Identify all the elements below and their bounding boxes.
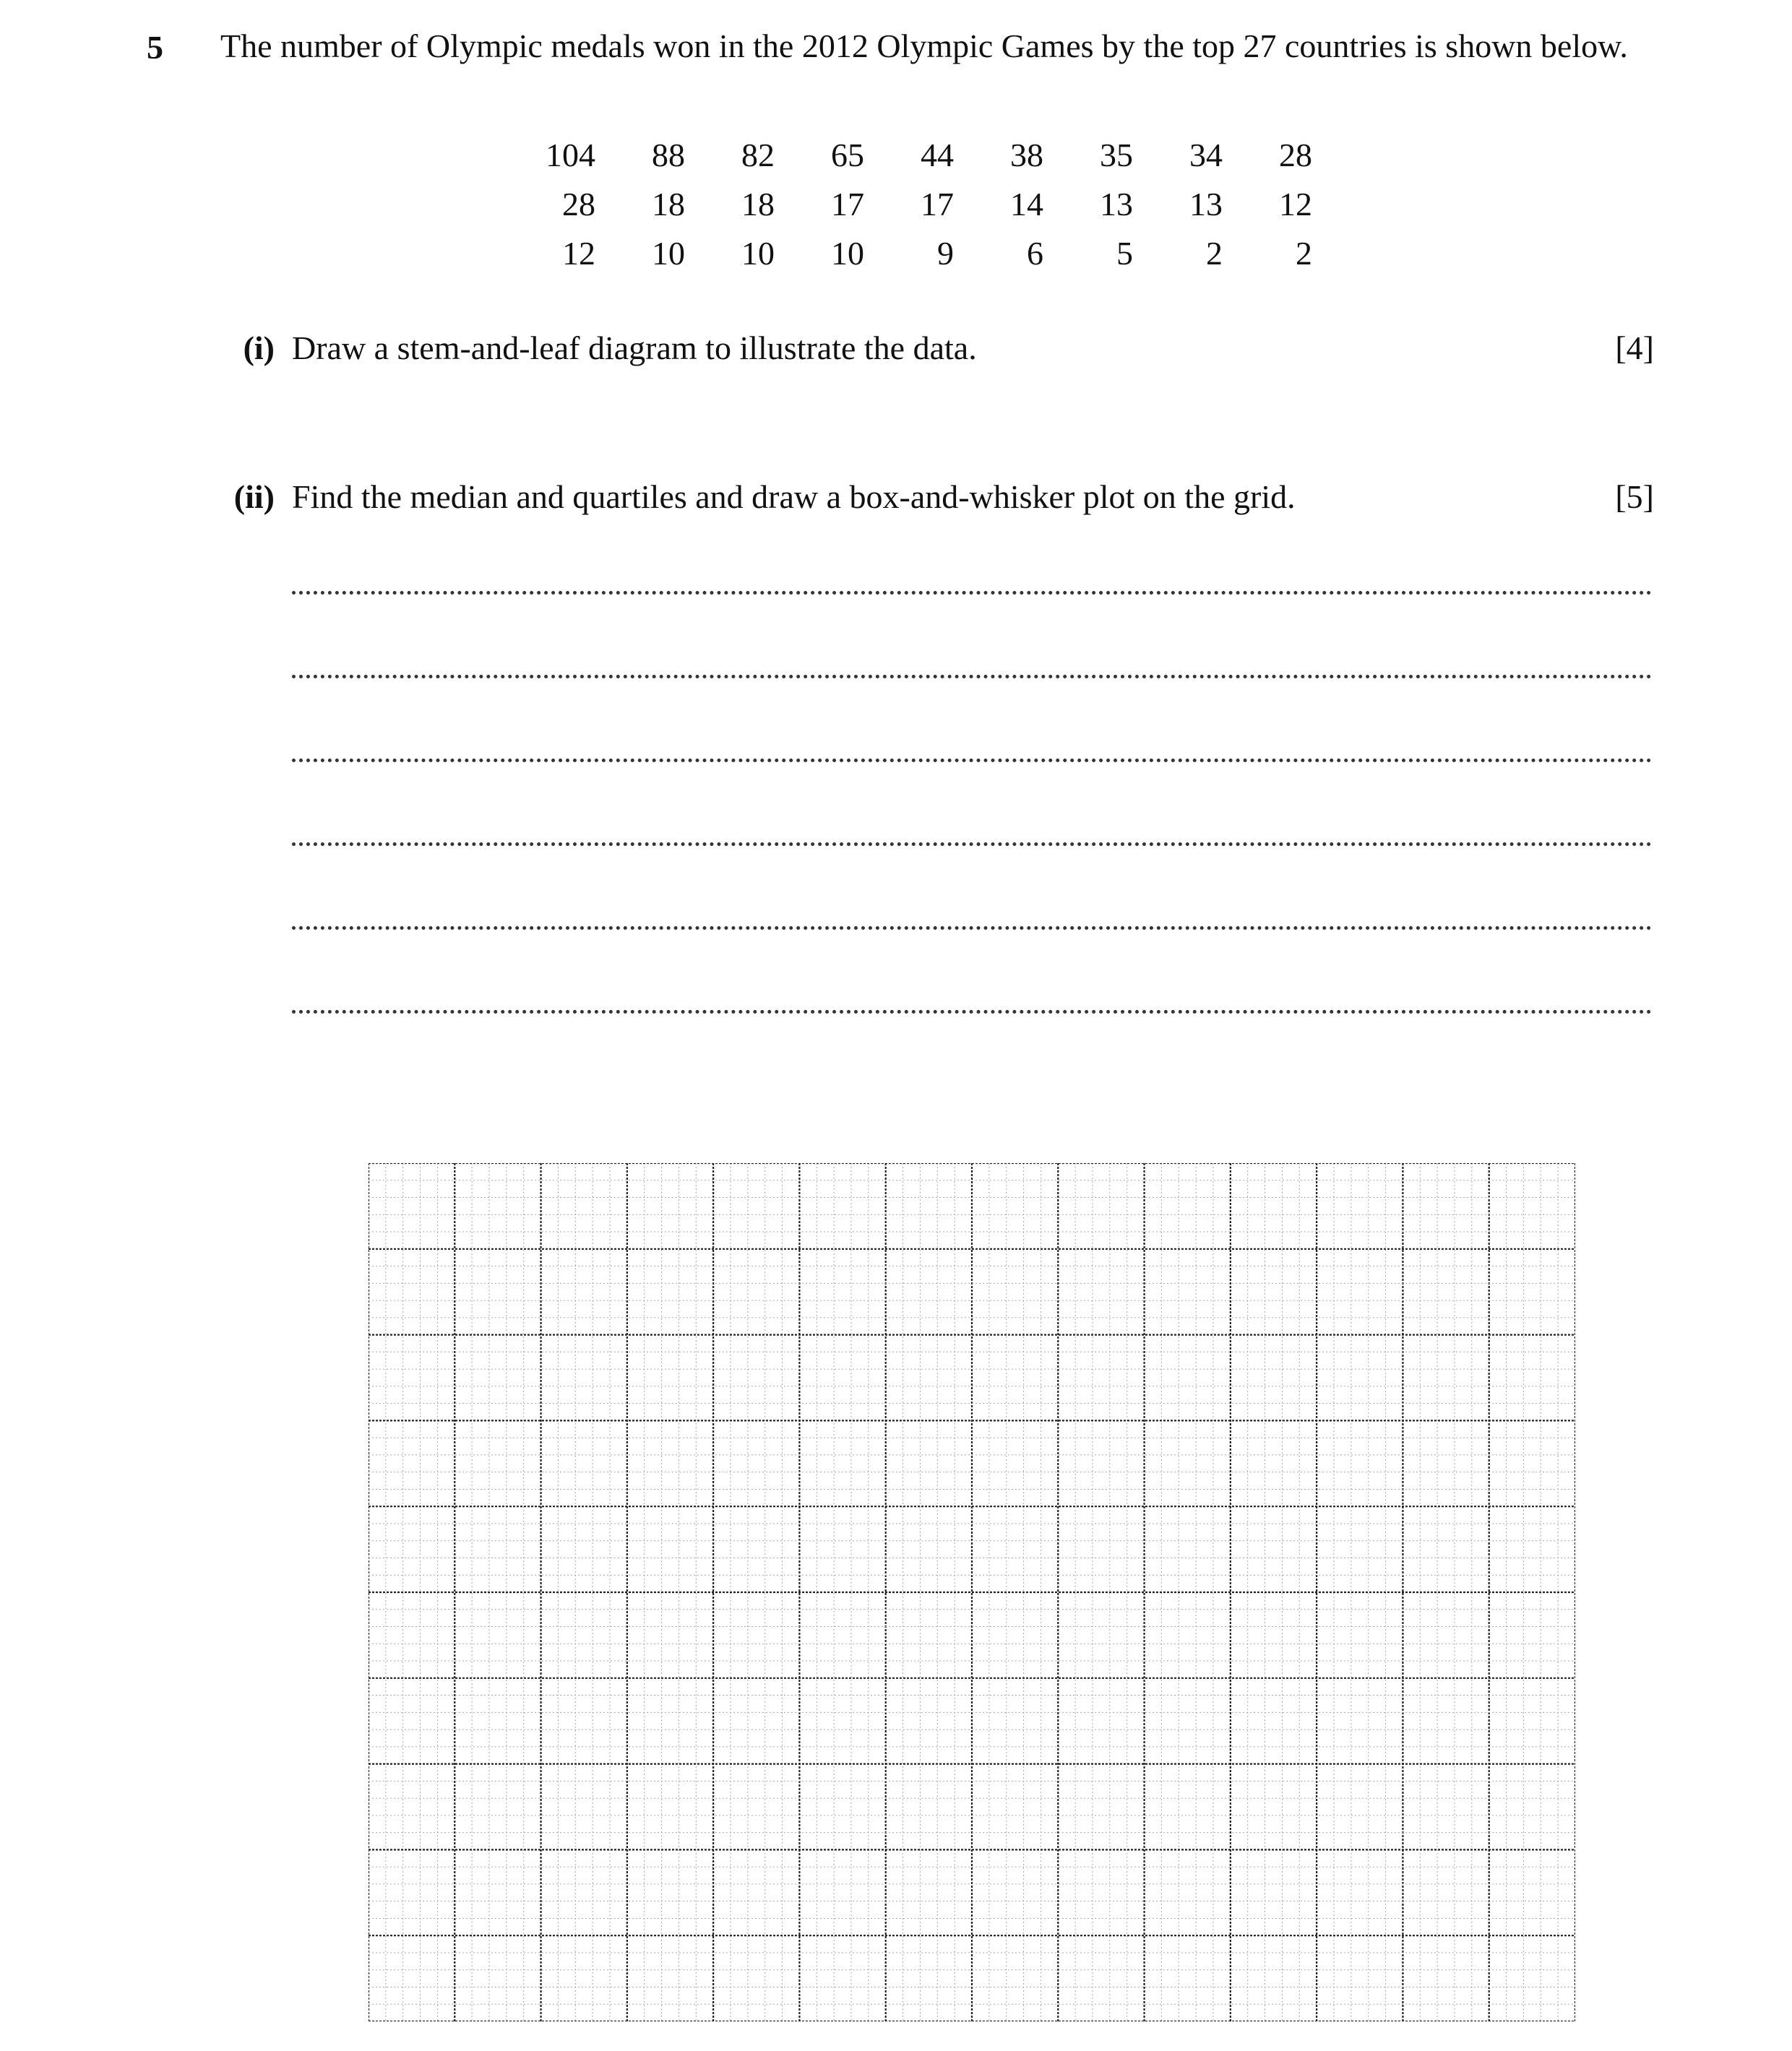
table-cell: 12	[1279, 185, 1312, 223]
table-cell: 2	[1296, 234, 1312, 272]
table-cell: 35	[1100, 136, 1133, 173]
table-cell: 44	[921, 136, 954, 173]
table-cell: 38	[1010, 136, 1043, 173]
table-cell: 5	[1116, 234, 1133, 272]
answer-line[interactable]	[292, 1010, 1652, 1014]
part-ii-marks: [5]	[1615, 478, 1654, 515]
table-cell: 34	[1189, 136, 1223, 173]
part-ii-label: (ii)	[233, 478, 275, 515]
part-i-label: (i)	[243, 329, 275, 366]
table-row	[506, 228, 1312, 277]
table-cell: 88	[652, 136, 685, 173]
table-cell: 12	[562, 234, 595, 272]
table-cell: 65	[831, 136, 864, 173]
table-cell: 10	[741, 234, 775, 272]
answer-line[interactable]	[292, 675, 1652, 678]
question-number: 5	[147, 29, 163, 66]
table-cell: 82	[741, 136, 775, 173]
table-cell: 14	[1010, 185, 1043, 223]
table-cell: 6	[1027, 234, 1043, 272]
table-cell: 9	[937, 234, 954, 272]
answer-line[interactable]	[292, 926, 1652, 930]
part-ii-text: Find the median and quartiles and draw a box-and-whisker plot on the grid.	[292, 478, 1296, 515]
table-cell: 17	[831, 185, 864, 223]
table-cell: 28	[562, 185, 595, 223]
answer-line[interactable]	[292, 591, 1652, 595]
part-i-text: Draw a stem-and-leaf diagram to illustrate the data.	[292, 329, 977, 366]
table-cell: 18	[741, 185, 775, 223]
table-cell: 18	[652, 185, 685, 223]
table-cell: 28	[1279, 136, 1312, 173]
part-i-marks: [4]	[1615, 329, 1654, 366]
medals-data-table	[506, 130, 1312, 277]
question-intro: The number of Olympic medals won in the 2012 Olympic Games by the top 27 countries is shown below.	[220, 27, 1628, 64]
table-cell: 10	[831, 234, 864, 272]
answer-line[interactable]	[292, 759, 1652, 762]
table-cell: 2	[1206, 234, 1223, 272]
answer-line[interactable]	[292, 842, 1652, 846]
table-row	[506, 179, 1312, 228]
table-cell: 10	[652, 234, 685, 272]
graph-paper-grid[interactable]	[369, 1163, 1575, 2021]
table-cell: 13	[1100, 185, 1133, 223]
table-cell: 104	[546, 136, 595, 173]
table-cell: 17	[921, 185, 954, 223]
table-row	[506, 130, 1312, 179]
table-cell: 13	[1189, 185, 1223, 223]
